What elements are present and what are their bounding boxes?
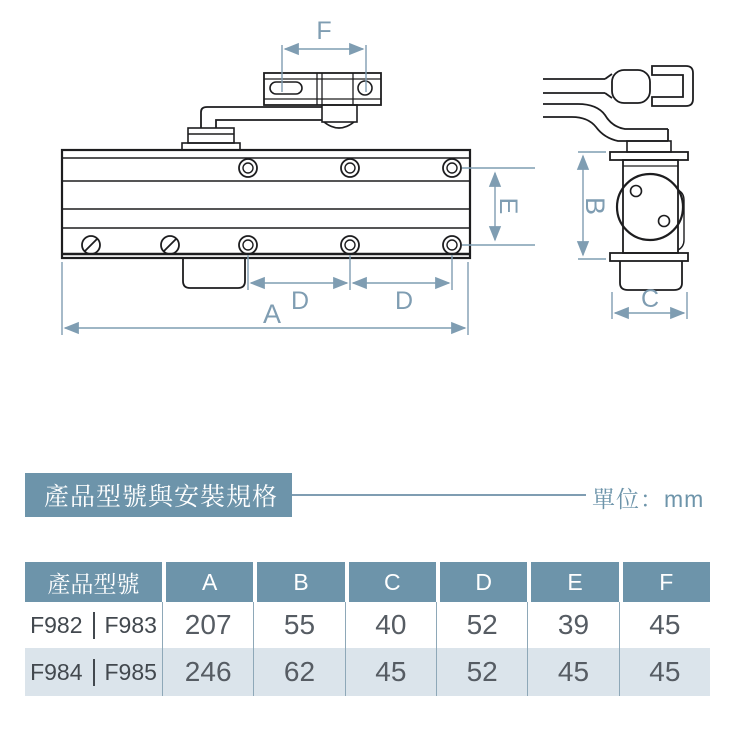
arm-shoe	[182, 128, 240, 150]
table-header-row	[25, 562, 710, 602]
screw-holes-bottom	[239, 236, 461, 254]
dim-label-b: B	[580, 196, 610, 216]
value-c: 45	[345, 648, 436, 696]
dim-label-d1: D	[290, 287, 310, 315]
value-e: 39	[527, 602, 618, 648]
column-header-e: E	[527, 562, 618, 602]
side-clamp	[652, 66, 693, 106]
value-a: 207	[162, 602, 253, 648]
value-a: 246	[162, 648, 253, 696]
column-header-model: 產品型號	[25, 562, 162, 602]
model-name: F985	[104, 658, 157, 685]
section-title: 產品型號與安裝規格	[44, 483, 279, 511]
column-header-f: F	[619, 562, 710, 602]
model-cell	[25, 648, 162, 696]
header-rule	[292, 494, 586, 496]
side-arm-curve	[543, 104, 671, 152]
bracket-hole	[358, 81, 372, 95]
model-divider	[93, 659, 95, 686]
slotted-screws	[82, 236, 179, 254]
dim-label-a: A	[262, 299, 282, 329]
side-arm-rod	[543, 70, 650, 103]
dimensions	[62, 45, 687, 335]
screw-holes-top	[239, 159, 461, 177]
dimension-labels	[263, 17, 659, 329]
section-title-bar	[25, 473, 292, 517]
unit-label: 單位：mm	[592, 486, 705, 512]
column-header-a: A	[162, 562, 253, 602]
table-row	[25, 648, 710, 696]
dim-label-e: E	[494, 197, 522, 215]
dim-label-c: C	[640, 285, 660, 313]
bottom-tab	[183, 258, 245, 288]
column-header-c: C	[345, 562, 436, 602]
value-f: 45	[619, 648, 710, 696]
model-name: F982	[30, 611, 83, 638]
main-arm	[201, 107, 322, 128]
bracket-slot	[270, 82, 302, 94]
side-body	[610, 152, 688, 290]
column-header-d: D	[436, 562, 527, 602]
model-name: F983	[104, 611, 157, 638]
value-e: 45	[527, 648, 618, 696]
front-view	[62, 73, 470, 288]
value-b: 55	[253, 602, 344, 648]
spec-table	[25, 562, 710, 696]
pivot-block	[322, 105, 357, 128]
model-cell	[25, 602, 162, 648]
dim-d	[248, 255, 452, 290]
value-b: 62	[253, 648, 344, 696]
model-name: F984	[30, 658, 83, 685]
value-d: 52	[436, 648, 527, 696]
side-hole-2	[659, 216, 670, 227]
value-d: 52	[436, 602, 527, 648]
column-header-b: B	[253, 562, 344, 602]
model-divider	[93, 612, 95, 639]
value-c: 40	[345, 602, 436, 648]
side-body-circle	[617, 174, 683, 240]
dim-label-f: F	[316, 17, 332, 45]
side-view	[543, 66, 693, 290]
value-f: 45	[619, 602, 710, 648]
dim-label-d2: D	[394, 287, 414, 315]
side-hole-1	[631, 186, 642, 197]
table-row	[25, 602, 710, 648]
